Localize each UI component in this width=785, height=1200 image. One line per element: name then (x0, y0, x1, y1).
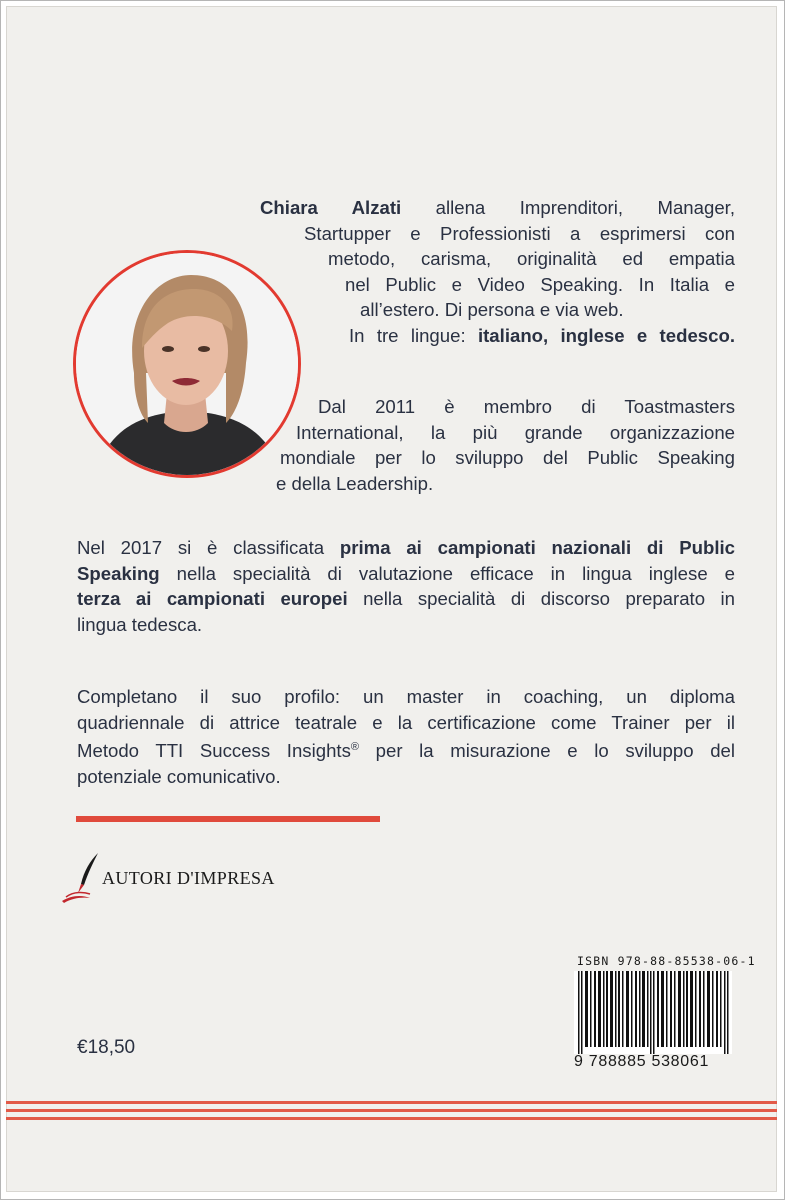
book-back-cover (6, 6, 777, 1192)
bio-line: In tre lingue: (349, 324, 478, 346)
profile-line: Metodo TTI Success Insights (77, 740, 351, 762)
bio-line: metodo, carisma, originalità ed empatia (328, 248, 735, 269)
price: €18,50 (77, 1037, 136, 1058)
championship-line: nella specialità di discorso preparato in (347, 588, 735, 609)
barcode (574, 971, 732, 1054)
bio-line: Startupper e Professionisti a esprimersi con (304, 222, 735, 244)
isbn-label: ISBN 978-88-85538-06-1 (577, 954, 756, 968)
profile-line: quadriennale di attrice teatrale e la certificazione come Trainer per il (77, 711, 735, 733)
bottom-stripe (6, 1101, 777, 1104)
profile-line: Completano il suo profilo: un master in coaching, un diploma (77, 686, 735, 707)
championship-highlight: prima ai campionati nazionali di Public (339, 537, 735, 558)
toastmasters-line: Dal 2011 è membro di Toastmasters (318, 396, 735, 417)
championship-line: Nel 2017 si è classificata (77, 537, 340, 558)
publisher-logo (60, 851, 320, 906)
profile-paragraph (77, 684, 735, 789)
toastmasters-line: mondiale per lo sviluppo del Public Speaking (280, 447, 735, 468)
registered-mark: ® (350, 741, 359, 753)
publisher-name: AUTORI D'IMPRESA (102, 868, 275, 888)
author-bio-paragraph (260, 195, 735, 348)
toastmasters-line: International, la più grande organizzazione (296, 421, 735, 443)
bio-line: all’estero. Di persona e via web. (360, 299, 624, 320)
championship-paragraph (77, 535, 735, 637)
author-name: Chiara Alzati (260, 197, 402, 218)
languages-highlight: italiano, inglese e tedesco. (477, 324, 735, 346)
toastmasters-line: e della Leadership. (276, 472, 434, 494)
bottom-stripe (6, 1117, 777, 1120)
championship-line: nella specialità di valutazione efficace in lingua inglese e (159, 562, 735, 584)
barcode-number: 9 788885 538061 (574, 1053, 710, 1070)
championship-highlight: terza ai campionati europei (77, 588, 348, 609)
profile-line: potenziale comunicativo. (77, 765, 281, 787)
divider-line (76, 816, 380, 822)
championship-line: lingua tedesca. (77, 613, 203, 635)
championship-highlight: Speaking (77, 562, 160, 584)
toastmasters-paragraph (276, 394, 735, 496)
bottom-stripe (6, 1109, 777, 1112)
bio-line: allena Imprenditori, Manager, (435, 197, 735, 218)
bio-line: nel Public e Video Speaking. In Italia e (345, 273, 735, 295)
profile-line: per la misurazione e lo sviluppo del (359, 740, 736, 762)
